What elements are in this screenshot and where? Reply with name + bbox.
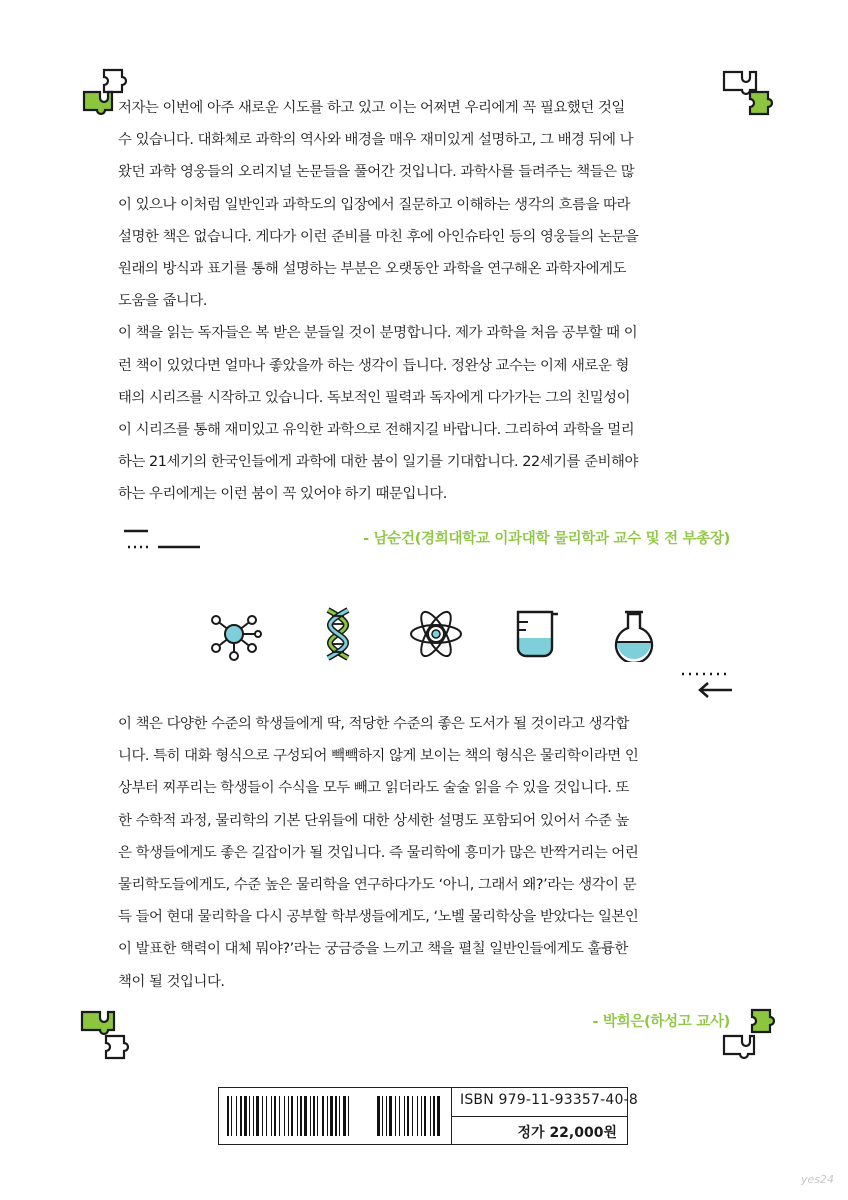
dash-decoration: [118, 526, 202, 552]
isbn-divider: [452, 1116, 627, 1117]
molecule-icon: [206, 606, 262, 662]
review-text-1: 저자는 이번에 아주 새로운 시도를 하고 있고 이는 어쩌면 우리에게 꼭 필요했던 것일 수 있습니다. 대화체로 과학의 역사와 배경을 매우 재미있게 설명하고, 그 배경 뒤에 나 왔던 과학 영웅들의 오리지널 논문들을 풀어간 것입니다. 과학사를 들려주는 책들은 많 이 있으나 이처럼 일반인과 과학도의 입장에서 질문하고 이해하는 생각의 흐름을 따라 설명한 책은 없습니다. 게다가 이런 준비를 마친 후에 아인슈타인 등의 영웅들의 논문을 원래의 방식과 표기를 통해 설명하는 부분은 오랫동안 과학을 연구해온 과학자에게도 도움을 줍니다. 이 책을 읽는 독자들은 복 받은 분들일 것이 분명합니다. 제가 과학을 처음 공부할 때 이 런 책이 있었다면 얼마나 좋았을까 하는 생각이 듭니다. 정완상 교수는 이제 새로운 형 태의 시리즈를 시작하고 있습니다. 독보적인 필력과 독자에게 다가가는 그의 친밀성이 이 시리즈를 통해 재미있고 유익한 과학으로 전해지길 바랍니다. 그리하여 과학을 멀리 하는 21세기의 한국인들에게 과학에 대한 붐이 일기를 기대합니다. 22세기를 준비해야 하는 우리에게는 이런 붐이 꼭 있어야 하기 때문입니다.: [118, 100, 639, 503]
flask-icon: [606, 606, 662, 662]
arrow-left-icon: [678, 668, 734, 698]
watermark: yes24: [800, 1173, 834, 1186]
puzzle-decoration-bottom-left: [76, 1006, 146, 1068]
dna-icon: [310, 606, 366, 662]
atom-icon: [408, 606, 464, 662]
isbn-number: ISBN 979-11-93357-40-8: [460, 1092, 638, 1108]
beaker-icon: [508, 606, 564, 662]
review-attribution-2: - 박희은(하성고 교사): [592, 1014, 730, 1030]
isbn-panel: [451, 1088, 638, 1144]
barcode: [227, 1096, 443, 1136]
price-label: 정가 22,000원: [517, 1125, 617, 1141]
isbn-barcode-box: [218, 1087, 638, 1145]
review-attribution-1: - 남순건(경희대학교 이과대학 물리학과 교수 및 전 부총장): [363, 531, 730, 547]
review-text-2: 이 책은 다양한 수준의 학생들에게 딱, 적당한 수준의 좋은 도서가 될 것이라고 생각합 니다. 특히 대화 형식으로 구성되어 빽빽하지 않게 보이는 책의 형식은 물리학이라면 인 상부터 찌푸리는 학생들이 수식을 모두 빼고 읽더라도 술술 읽을 수 있을 것입니다. 또 한 수학적 과정, 물리학의 기본 단위들에 대한 상세한 설명도 포함되어 있어서 수준 높 은 학생들에게도 좋은 길잡이가 될 것입니다. 즉 물리학에 흥미가 많은 반짝거리는 어린 물리학도들에게도, 수준 높은 물리학을 연구하다가도 ‘아니, 그래서 왜?’라는 생각이 문 득 들어 현대 물리학을 다시 공부할 학부생들에게도, ‘노벨 물리학상을 받았다는 일본인 이 발표한 핵력이 대체 뭐야?’라는 궁금증을 느끼고 책을 펼칠 일반인들에게도 훌륭한 책이 될 것입니다.: [118, 716, 639, 990]
